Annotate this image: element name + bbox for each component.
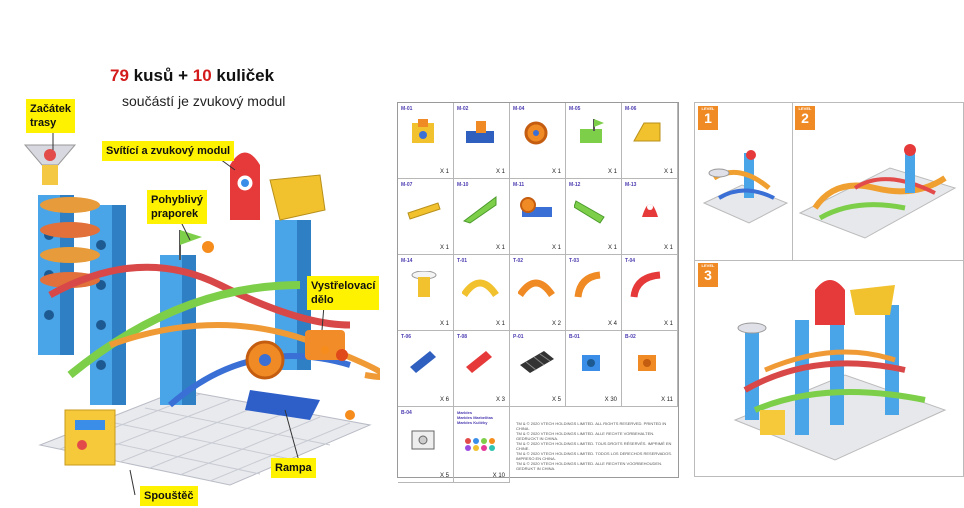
b04-icon [406, 423, 446, 457]
part-cell [510, 179, 566, 255]
m06-icon [630, 119, 670, 153]
m11-icon [518, 195, 558, 229]
level-1-panel [695, 103, 793, 261]
part-quantity: X 1 [439, 245, 449, 251]
part-quantity: X 2 [551, 321, 561, 327]
part-cell [510, 331, 566, 407]
part-quantity: X 1 [495, 245, 505, 251]
part-cell [622, 103, 678, 179]
part-quantity: X 6 [439, 397, 449, 403]
part-code: T-03 [569, 258, 580, 264]
part-code: B-04 [401, 410, 412, 416]
part-quantity: X 1 [663, 245, 673, 251]
part-code: M-10 [457, 182, 469, 188]
callout-trigger: Spouštěč [140, 486, 198, 506]
subline: součástí je zvukový modul [122, 93, 286, 109]
m12-icon [574, 195, 614, 229]
part-quantity: X 11 [661, 397, 673, 403]
part-code: M-14 [401, 258, 413, 264]
part-cell [398, 255, 454, 331]
part-cell [566, 331, 622, 407]
part-quantity: X 5 [439, 473, 449, 479]
part-cell [566, 103, 622, 179]
callout-start: Začátek trasy [26, 99, 75, 133]
part-quantity: X 1 [663, 321, 673, 327]
part-quantity: X 1 [439, 321, 449, 327]
part-cell [510, 255, 566, 331]
part-cell [454, 179, 510, 255]
part-cell [454, 255, 510, 331]
part-cell [398, 179, 454, 255]
p01-icon [518, 347, 558, 381]
part-quantity: X 3 [495, 397, 505, 403]
legal-footer: TM & © 2020 VTECH HOLDINGS LIMITED. ALL RIGHTS RESERVED. PRINTED IN CHINA. TM & © 2020 VTECH HOLDINGS LIMITED. ALLE RECHTE VORBEHALTEN. GEDRUCKT IN CHINA. TM & © 2020 VTECH HOLDINGS LIMITED. TOUS DROITS RÉSERVÉS. IMPRIMÉ EN CHINE. TM & © 2020 VTECH HOLDINGS LIMITED. TODOS LOS DERECHOS RESERVADOS. IMPRESO EN CHINA. TM & © 2020 VTECH HOLDINGS LIMITED. ALLE RECHTEN VOORBEHOUDEN. GEDRUKT IN CHINA. [516, 421, 673, 471]
t01-icon [462, 271, 502, 305]
callout-flag: Pohyblivý praporek [147, 190, 207, 224]
t08-icon [462, 347, 502, 381]
b02-icon [630, 347, 670, 381]
part-quantity: X 4 [607, 321, 617, 327]
part-quantity: X 1 [663, 169, 673, 175]
part-cell [622, 255, 678, 331]
callout-lines [0, 0, 400, 508]
part-cell [398, 331, 454, 407]
m10-icon [462, 195, 502, 229]
part-code: T-08 [457, 334, 468, 340]
part-code: M-11 [513, 182, 525, 188]
part-code: B-01 [569, 334, 580, 340]
part-quantity: X 1 [551, 169, 561, 175]
marbles-icon [462, 423, 502, 457]
level-2-model [795, 138, 960, 248]
m07-icon [406, 195, 446, 229]
t06-icon [406, 347, 446, 381]
part-quantity: X 10 [492, 473, 505, 479]
part-cell [510, 103, 566, 179]
levels-panel [694, 102, 964, 477]
part-cell [454, 407, 510, 483]
part-cell [622, 331, 678, 407]
callout-ramp: Rampa [271, 458, 316, 478]
part-code: M-05 [569, 106, 581, 112]
part-quantity: X 1 [495, 321, 505, 327]
m02-icon [462, 119, 502, 153]
part-code: T-06 [401, 334, 412, 340]
level-1-model [699, 143, 789, 243]
m13-icon [630, 195, 670, 229]
plus-sign: + [178, 66, 189, 85]
level-1-number: 1 [704, 110, 712, 126]
part-quantity: X 1 [551, 245, 561, 251]
m05-icon [574, 119, 614, 153]
part-code: T-04 [625, 258, 636, 264]
part-cell [566, 255, 622, 331]
part-code: M-07 [401, 182, 413, 188]
part-code: M-02 [457, 106, 469, 112]
level-2-badge [795, 106, 815, 130]
part-code: P-01 [513, 334, 524, 340]
level-2-panel [792, 103, 963, 261]
m04-icon [518, 119, 558, 153]
callout-cannon: Vystřelovací dělo [307, 276, 379, 310]
t03-icon [574, 271, 614, 305]
piece-count: 79 [110, 66, 129, 85]
marbles-caption: Marbles Marbles Marbelitas Marbles Kuličky [457, 410, 494, 425]
part-quantity: X 1 [495, 169, 505, 175]
part-code: B-02 [625, 334, 636, 340]
level-3-label: LEVEL [701, 263, 715, 268]
part-quantity: X 1 [439, 169, 449, 175]
parts-sheet [397, 102, 679, 478]
part-code: T-02 [513, 258, 524, 264]
t04-icon [630, 271, 670, 305]
m14-icon [406, 271, 446, 305]
part-cell [398, 407, 454, 483]
level-3-panel [695, 260, 963, 476]
level-3-number: 3 [704, 267, 712, 283]
part-cell [454, 103, 510, 179]
level-3-model [725, 270, 955, 470]
part-code: M-12 [569, 182, 581, 188]
part-code: M-06 [625, 106, 637, 112]
m01-icon [406, 119, 446, 153]
callout-light-sound: Svítící a zvukový modul [102, 141, 234, 161]
part-quantity: X 1 [607, 245, 617, 251]
part-code: M-01 [401, 106, 413, 112]
t02-icon [518, 271, 558, 305]
level-1-label: LEVEL [701, 106, 715, 111]
part-quantity: X 1 [607, 169, 617, 175]
part-cell [622, 179, 678, 255]
part-cell [398, 103, 454, 179]
part-quantity: X 30 [604, 397, 617, 403]
marbles-word: kuliček [216, 66, 275, 85]
marble-count: 10 [192, 66, 212, 85]
level-1-badge [698, 106, 718, 130]
part-code: M-04 [513, 106, 525, 112]
part-quantity: X 5 [551, 397, 561, 403]
level-2-number: 2 [801, 110, 809, 126]
part-code: T-01 [457, 258, 468, 264]
part-cell [454, 331, 510, 407]
part-cell [566, 179, 622, 255]
pieces-word: kusů [133, 66, 174, 85]
level-2-label: LEVEL [798, 106, 812, 111]
part-code: M-13 [625, 182, 637, 188]
b01-icon [574, 347, 614, 381]
level-3-badge [698, 263, 718, 287]
